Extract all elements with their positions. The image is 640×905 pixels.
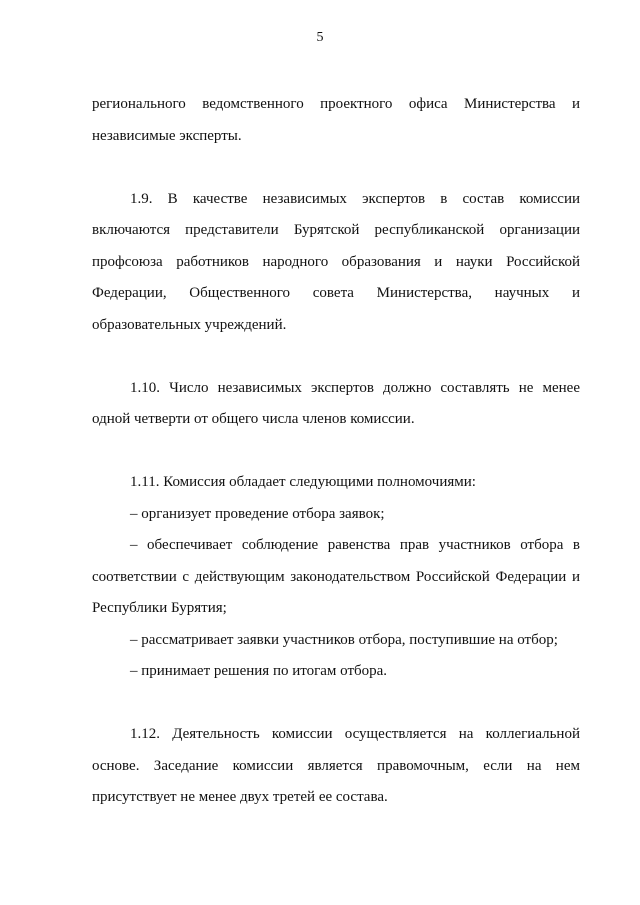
paragraph-1-10: 1.10. Число независимых экспертов должно составлять не менее одной четверти от общего числа членов комиссии. xyxy=(92,379,580,427)
list-item: – организует проведение отбора заявок; xyxy=(130,505,385,522)
paragraph-1-11: 1.11. Комиссия обладает следующими полномочиями: xyxy=(130,474,476,490)
paragraph-1-12: 1.12. Деятельность комиссии осуществляется на коллегиальной основе. Заседание комиссии является правомочным, если на нем присутствует не менее двух третей ее состава. xyxy=(92,726,580,805)
page-number: 5 xyxy=(316,30,324,45)
list-item: – обеспечивает соблюдение равенства прав участников отбора в соответствии с действующим законодательством Российской Федерации и Республики Бурятия; xyxy=(92,537,580,616)
paragraph-1-9: 1.9. В качестве независимых экспертов в состав комиссии включаются представители Бурятской республиканской организации профсоюза работников народного образования и науки Российской Федерации, Общественного совета Министерства, научных и образовательных учреждений. xyxy=(92,190,580,333)
paragraph-continuation: регионального ведомственного проектного офиса Министерства и независимые эксперты. xyxy=(92,96,580,144)
list-item: – рассматривает заявки участников отбора, поступившие на отбор; xyxy=(130,631,558,648)
list-item: – принимает решения по итогам отбора. xyxy=(130,663,388,679)
powers-list xyxy=(92,499,580,688)
document-body xyxy=(92,89,580,814)
